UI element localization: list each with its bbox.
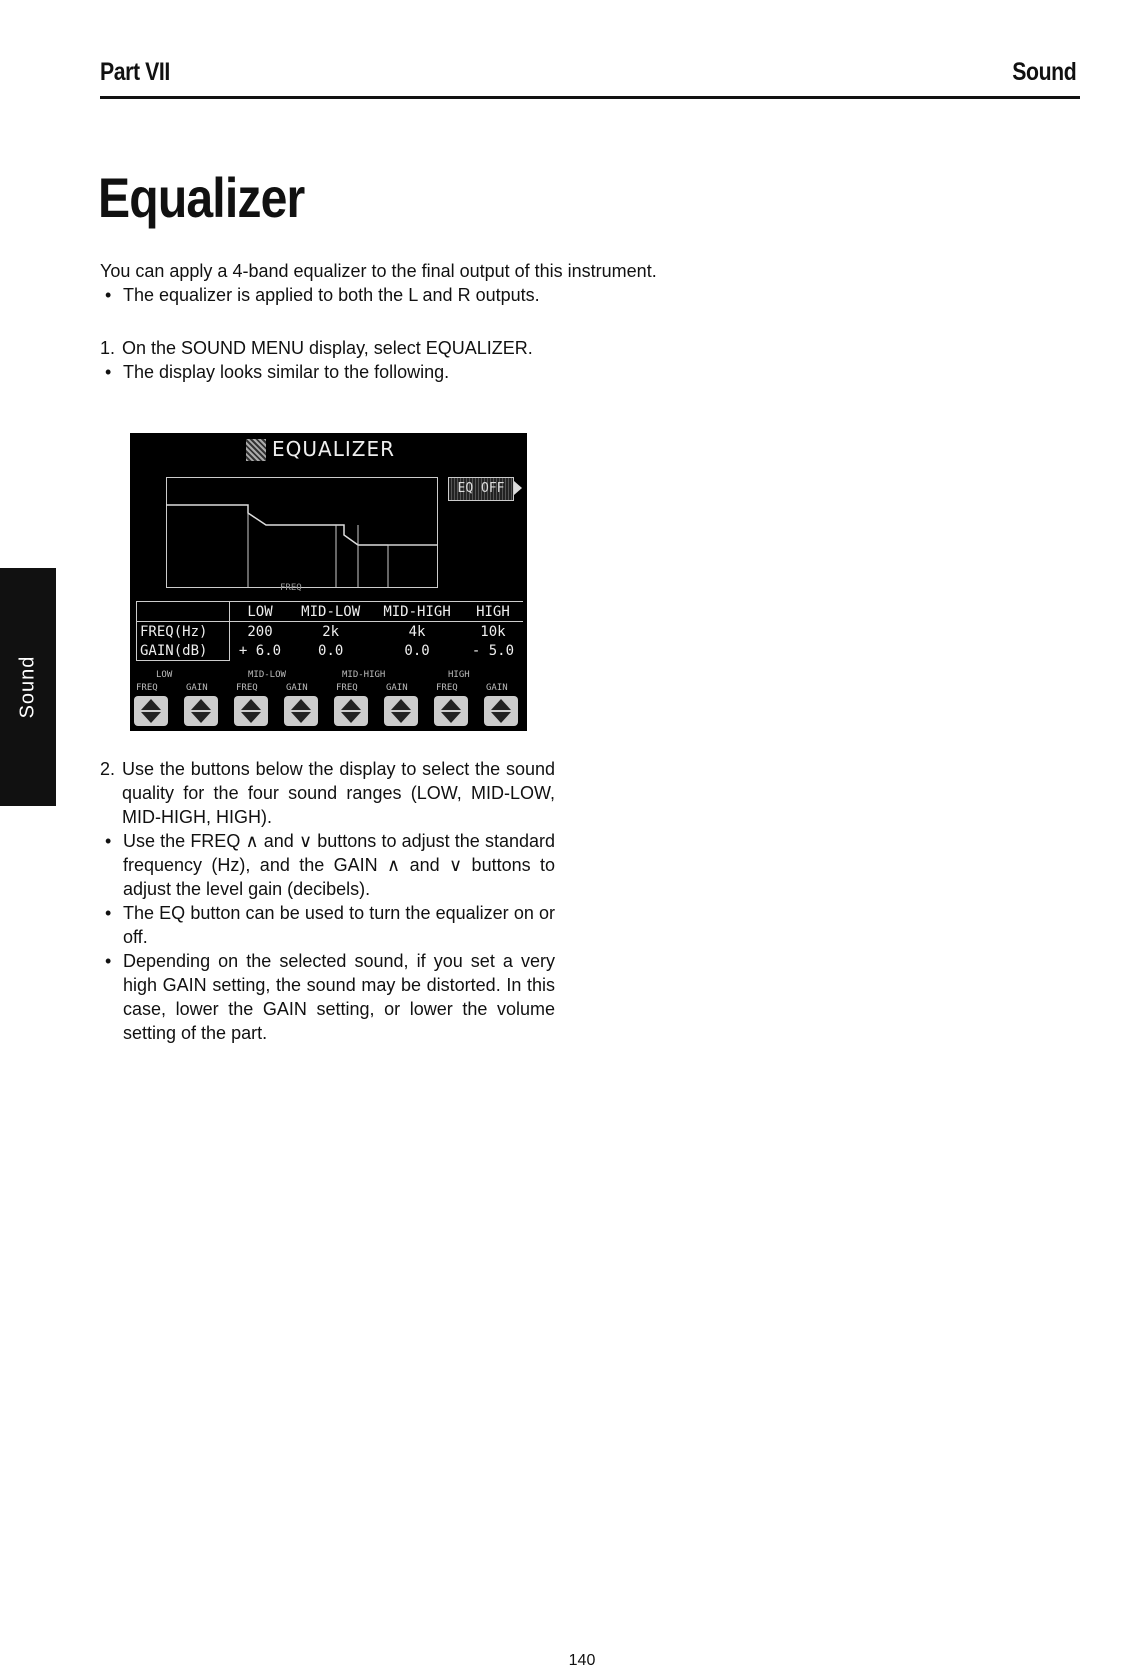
step-2-bullet: • Use the FREQ ∧ and ∨ buttons to adjust the standard frequency (Hz), and the GAIN ∧ and ∨ buttons to adjust the level gain (decibels).	[100, 829, 555, 901]
section-label: Sound	[1012, 58, 1076, 86]
up-arrow-icon	[441, 699, 461, 710]
cell: 200	[247, 623, 273, 640]
mid-low-freq-button[interactable]	[234, 696, 268, 726]
page-number: 140	[568, 1652, 596, 1669]
group-label-mid-low: MID-LOW	[248, 670, 286, 680]
group-label-high: HIGH	[448, 670, 470, 680]
high-gain-button[interactable]	[484, 696, 518, 726]
cell: - 5.0	[471, 642, 515, 659]
down-arrow-icon	[241, 712, 261, 723]
intro-paragraph	[100, 259, 657, 307]
group-label-low: LOW	[156, 670, 173, 680]
down-arrow-icon	[441, 712, 461, 723]
row-label: FREQ(Hz)	[137, 622, 230, 642]
eq-toggle-button[interactable]: EQ OFF	[448, 477, 514, 501]
sub-label: GAIN	[386, 683, 408, 693]
mid-high-gain-button[interactable]	[384, 696, 418, 726]
step-2-bullet: • The EQ button can be used to turn the equalizer on or off.	[100, 901, 555, 949]
band-mid-high: MID-HIGH	[371, 602, 463, 622]
down-arrow-icon	[291, 712, 311, 723]
equalizer-icon	[246, 439, 266, 461]
sub-label: FREQ	[336, 683, 358, 693]
low-freq-button[interactable]	[134, 696, 168, 726]
down-arrow-icon	[491, 712, 511, 723]
down-arrow-icon	[191, 712, 211, 723]
high-freq-button[interactable]	[434, 696, 468, 726]
up-arrow-icon	[491, 699, 511, 710]
step-1-number: 1.	[100, 338, 116, 358]
table-row	[137, 622, 524, 642]
arrow-right-icon	[514, 481, 522, 495]
up-arrow-icon	[241, 699, 261, 710]
mid-high-freq-button[interactable]	[334, 696, 368, 726]
up-arrow-icon	[391, 699, 411, 710]
sub-label: GAIN	[186, 683, 208, 693]
up-arrow-icon	[141, 699, 161, 710]
step-1-text: On the SOUND MENU display, select EQUALIZER.	[122, 338, 533, 358]
display-title: EQUALIZER	[272, 437, 395, 461]
step-2-bullet: • Depending on the selected sound, if you set a very high GAIN setting, the sound may be distorted. In this case, lower the GAIN setting, or lower the volume setting of the part.	[100, 949, 555, 1045]
header-rule	[100, 96, 1080, 99]
sub-label: FREQ	[236, 683, 258, 693]
step-2-number: 2.	[100, 759, 116, 779]
step-1-bullet: • The display looks similar to the following.	[100, 360, 555, 384]
band-high: HIGH	[463, 602, 523, 622]
intro-text: You can apply a 4-band equalizer to the final output of this instrument.	[100, 261, 657, 281]
equalizer-display	[130, 433, 527, 731]
row-label: GAIN(dB)	[137, 641, 230, 661]
page-title: Equalizer	[98, 166, 305, 229]
up-arrow-icon	[291, 699, 311, 710]
intro-bullet: • The equalizer is applied to both the L and R outputs.	[100, 283, 657, 307]
up-arrow-icon	[341, 699, 361, 710]
cell: 10k	[480, 623, 506, 640]
band-mid-low: MID-LOW	[290, 602, 371, 622]
down-arrow-icon	[141, 712, 161, 723]
step-2	[100, 757, 555, 1045]
eq-curve-graph	[166, 477, 438, 589]
mid-low-gain-button[interactable]	[284, 696, 318, 726]
sub-label: GAIN	[486, 683, 508, 693]
eq-values-table	[136, 601, 523, 661]
side-tab-label: Sound	[16, 655, 39, 719]
sub-label: FREQ	[136, 683, 158, 693]
cell: 4k	[408, 623, 426, 640]
part-label: Part VII	[100, 58, 170, 86]
down-arrow-icon	[341, 712, 361, 723]
up-arrow-icon	[191, 699, 211, 710]
cell: 2k	[322, 623, 340, 640]
down-arrow-icon	[391, 712, 411, 723]
cell: + 6.0	[238, 642, 282, 659]
sub-label: FREQ	[436, 683, 458, 693]
cell: 0.0	[404, 642, 430, 659]
cell: 0.0	[318, 642, 344, 659]
band-low: LOW	[229, 602, 290, 622]
group-label-mid-high: MID-HIGH	[342, 670, 386, 680]
step-2-text: Use the buttons below the display to select the sound quality for the four sound ranges (LOW, MID-LOW, MID-HIGH, HIGH).	[122, 759, 555, 827]
low-gain-button[interactable]	[184, 696, 218, 726]
table-row	[137, 641, 524, 661]
freq-axis-label: FREQ	[280, 583, 302, 593]
step-1	[100, 336, 555, 384]
table-header-row	[137, 602, 524, 622]
sub-label: GAIN	[286, 683, 308, 693]
